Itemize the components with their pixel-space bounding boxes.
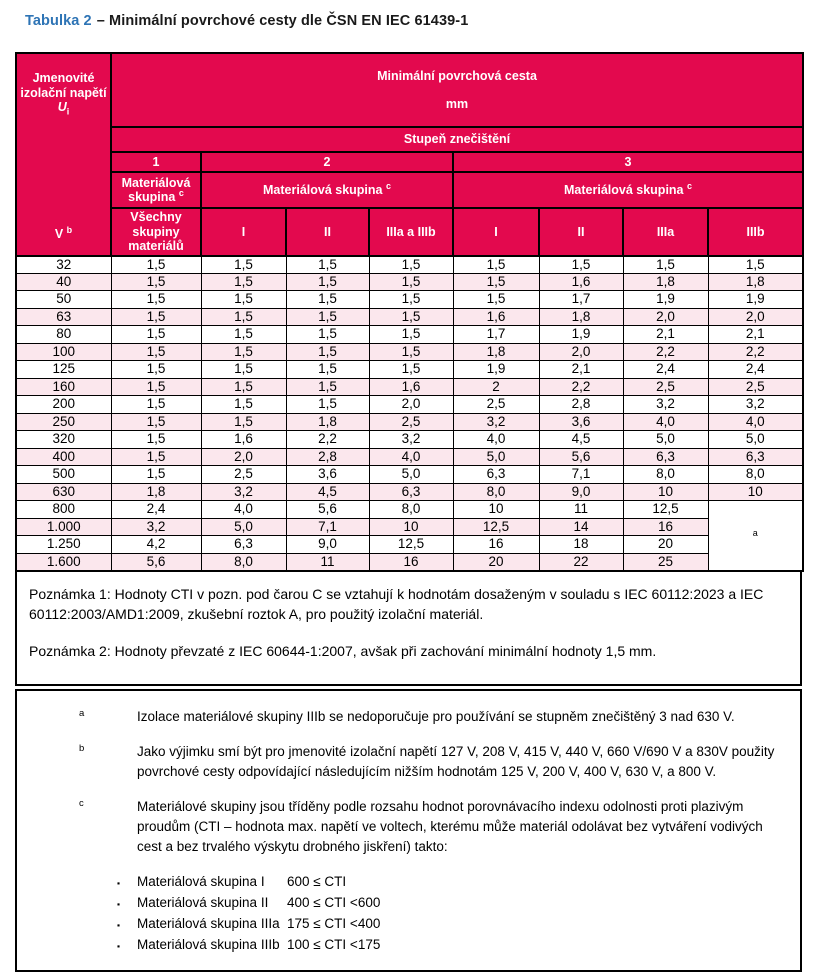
creepage-value-cell: 2,1 [708, 326, 803, 344]
creepage-value-cell: 22 [539, 553, 623, 571]
voltage-cell: 80 [16, 326, 111, 344]
creepage-value-cell: 7,1 [286, 518, 369, 536]
creepage-value-cell: 1,5 [111, 361, 201, 379]
header-main-unit: mm [445, 96, 469, 111]
creepage-value-cell: 4,0 [708, 413, 803, 431]
creepage-value-cell: 1,5 [369, 256, 453, 274]
creepage-value-cell: 1,5 [369, 291, 453, 309]
creepage-value-cell: 1,8 [111, 483, 201, 501]
material-group-label: Materiálová skupina IIIb [137, 936, 280, 952]
creepage-value-cell: 4,0 [201, 501, 286, 519]
creepage-value-cell: 1,5 [286, 308, 369, 326]
creepage-value-cell: 10 [453, 501, 539, 519]
creepage-value-cell: 8,0 [623, 466, 708, 484]
voltage-cell: 1.250 [16, 536, 111, 554]
creepage-value-cell: 3,2 [453, 413, 539, 431]
creepage-value-cell: 1,5 [201, 273, 286, 291]
header-main-title: Minimální povrchová cesta [377, 69, 537, 83]
creepage-value-cell: 20 [453, 553, 539, 571]
creepage-value-cell: 8,0 [201, 553, 286, 571]
voltage-unit: V $^b$ [54, 224, 73, 241]
creepage-value-cell: 1,5 [286, 256, 369, 274]
creepage-value-cell: 2,4 [623, 361, 708, 379]
footnote-b [17, 742, 782, 782]
table-row [16, 361, 803, 379]
footnote-b-marker: b [79, 742, 85, 754]
creepage-value-cell: 1,5 [201, 308, 286, 326]
table-row [16, 256, 803, 274]
creepage-value-cell: 5,6 [286, 501, 369, 519]
creepage-value-cell: 1,6 [453, 308, 539, 326]
creepage-value-cell: 11 [286, 553, 369, 571]
footnote-a [17, 707, 782, 727]
creepage-value-cell: 8,0 [369, 501, 453, 519]
creepage-value-cell: 1,5 [453, 273, 539, 291]
material-group-list [17, 872, 782, 956]
creepage-value-cell: 5,0 [623, 431, 708, 449]
creepage-value-cell: 25 [623, 553, 708, 571]
material-group-item-II [17, 893, 782, 914]
material-group-cti-range: 175 ≤ CTI <400 [287, 915, 381, 931]
footnotes-box [15, 689, 802, 972]
voltage-cell: 32 [16, 256, 111, 274]
creepage-value-cell: 1,5 [111, 431, 201, 449]
voltage-cell: 320 [16, 431, 111, 449]
creepage-value-cell: 2,4 [111, 501, 201, 519]
creepage-value-cell: 2,0 [623, 308, 708, 326]
creepage-value-cell: 2,8 [286, 448, 369, 466]
bullet-icon: ▪ [117, 877, 121, 888]
voltage-cell: 1.000 [16, 518, 111, 536]
voltage-cell: 500 [16, 466, 111, 484]
creepage-value-cell: 14 [539, 518, 623, 536]
creepage-value-cell: 6,3 [453, 466, 539, 484]
material-group-cti-range: 100 ≤ CTI <175 [287, 936, 381, 952]
bullet-icon: ▪ [117, 919, 121, 930]
creepage-value-cell: 1,5 [111, 396, 201, 414]
creepage-value-cell: 1,8 [453, 343, 539, 361]
creepage-value-cell: 1,5 [286, 378, 369, 396]
creepage-value-cell: 1,5 [201, 378, 286, 396]
table-row [16, 483, 803, 501]
creepage-value-cell: 2,5 [623, 378, 708, 396]
voltage-symbol: $U_i$ [57, 100, 70, 117]
bullet-icon: ▪ [117, 940, 121, 951]
creepage-value-cell: 1,5 [111, 343, 201, 361]
table-header [16, 53, 803, 256]
table-row [16, 326, 803, 344]
creepage-value-cell: 2,5 [708, 378, 803, 396]
creepage-value-cell: 1,5 [111, 308, 201, 326]
table-row [16, 448, 803, 466]
creepage-value-cell: 1,5 [453, 256, 539, 274]
creepage-value-cell: 1,5 [111, 448, 201, 466]
table-body [16, 256, 803, 571]
note-2: Poznámka 2: Hodnoty převzaté z IEC 60644-1:2007, avšak při zachování minimální hodnoty 1,5 mm. [29, 642, 657, 659]
table-row [16, 518, 803, 536]
creepage-value-cell: 9,0 [286, 536, 369, 554]
creepage-value-cell: 1,5 [286, 291, 369, 309]
creepage-value-cell: 8,0 [453, 483, 539, 501]
creepage-value-cell: 2,2 [708, 343, 803, 361]
creepage-distance-table [15, 52, 804, 572]
table-row [16, 536, 803, 554]
voltage-cell: 160 [16, 378, 111, 396]
creepage-value-cell: 1,5 [286, 396, 369, 414]
creepage-value-cell: 2,0 [539, 343, 623, 361]
creepage-value-cell: 18 [539, 536, 623, 554]
header-degree-1: 1 [111, 152, 201, 172]
creepage-value-cell: 4,2 [111, 536, 201, 554]
header-subcol-IIIa-3: IIIa [623, 208, 708, 256]
header-subcol-II-3: II [539, 208, 623, 256]
footnote-c-text: Materiálové skupiny jsou tříděny podle rozsahu hodnot porovnávacího indexu odolnosti proti plazivým proudům (CTI – hodnota max. napětí ve voltech, kterému může materiál odolávat bez vytváření vodivých cest a bez trvalého výskytu drobného jiskření) takto: [137, 798, 763, 854]
creepage-value-cell: 5,0 [201, 518, 286, 536]
creepage-value-cell: 3,2 [201, 483, 286, 501]
creepage-value-cell: 8,0 [708, 466, 803, 484]
creepage-value-cell: 2,0 [708, 308, 803, 326]
creepage-value-cell: 2,2 [286, 431, 369, 449]
table-row [16, 308, 803, 326]
creepage-value-cell: 3,6 [286, 466, 369, 484]
voltage-cell: 200 [16, 396, 111, 414]
voltage-cell: 1.600 [16, 553, 111, 571]
voltage-cell: 50 [16, 291, 111, 309]
table-row [16, 273, 803, 291]
header-degree-3: 3 [453, 152, 803, 172]
creepage-value-cell: 1,5 [201, 396, 286, 414]
voltage-cell: 250 [16, 413, 111, 431]
creepage-value-cell: 1,8 [539, 308, 623, 326]
creepage-value-cell: 16 [369, 553, 453, 571]
header-degree-2: 2 [201, 152, 453, 172]
material-group-cti-range: 600 ≤ CTI [287, 873, 347, 889]
creepage-value-cell: 1,5 [369, 273, 453, 291]
creepage-value-cell: 12,5 [369, 536, 453, 554]
creepage-value-cell: 3,2 [623, 396, 708, 414]
creepage-value-cell: 6,3 [201, 536, 286, 554]
creepage-value-cell: 1,5 [708, 256, 803, 274]
creepage-value-cell: 10 [369, 518, 453, 536]
creepage-value-cell: 2 [453, 378, 539, 396]
creepage-value-cell: 4,0 [623, 413, 708, 431]
material-group-label: Materiálová skupina IIIa [137, 915, 280, 931]
footnote-a-text: Izolace materiálové skupiny IIIb se nedoporučuje pro používání se stupněm znečištěný 3 nad 630 V. [137, 708, 735, 724]
creepage-value-cell: 1,5 [111, 378, 201, 396]
table-title-number: Tabulka 2 [25, 13, 92, 29]
footnote-b-text: Jako výjimku smí být pro jmenovité izolační napětí 127 V, 208 V, 415 V, 440 V, 660 V/690 V a 830V použity povrchové cesty odpovídající následujícím nižším hodnotám 125 V, 200 V, 400 V, 630 V, a 800 V. [137, 743, 775, 779]
merged-footnote-a-cell: a [708, 501, 803, 571]
creepage-value-cell: 4,0 [453, 431, 539, 449]
header-pollution-degree: Stupeň znečištění [111, 127, 803, 152]
creepage-value-cell: 1,5 [201, 413, 286, 431]
creepage-value-cell: 2,2 [623, 343, 708, 361]
creepage-value-cell: 1,5 [286, 273, 369, 291]
creepage-value-cell: 2,1 [539, 361, 623, 379]
header-all-groups: Všechny skupiny materiálů [111, 208, 201, 256]
creepage-value-cell: 1,9 [708, 291, 803, 309]
creepage-value-cell: 20 [623, 536, 708, 554]
creepage-value-cell: 10 [708, 483, 803, 501]
footnote-a-marker: a [79, 707, 85, 719]
creepage-value-cell: 1,5 [286, 326, 369, 344]
creepage-value-cell: 1,5 [286, 361, 369, 379]
header-subcol-II-2: II [286, 208, 369, 256]
header-subcol-I-3: I [453, 208, 539, 256]
table-row [16, 396, 803, 414]
creepage-value-cell: 6,3 [369, 483, 453, 501]
creepage-value-cell: 16 [623, 518, 708, 536]
header-material-group-3: Materiálová skupina $^c$ [453, 172, 803, 208]
creepage-value-cell: 5,6 [539, 448, 623, 466]
creepage-value-cell: 9,0 [539, 483, 623, 501]
creepage-value-cell: 4,5 [539, 431, 623, 449]
bullet-icon: ▪ [117, 898, 121, 909]
corner-title: Jmenovité izolační napětí [20, 71, 107, 100]
creepage-value-cell: 7,1 [539, 466, 623, 484]
table-row [16, 553, 803, 571]
creepage-value-cell: 2,1 [623, 326, 708, 344]
table-row [16, 291, 803, 309]
creepage-value-cell: 11 [539, 501, 623, 519]
footnote-c [17, 797, 782, 857]
creepage-value-cell: 1,5 [111, 466, 201, 484]
header-material-group-2: Materiálová skupina $^c$ [201, 172, 453, 208]
creepage-value-cell: 5,0 [708, 431, 803, 449]
voltage-cell: 400 [16, 448, 111, 466]
creepage-value-cell: 1,8 [623, 273, 708, 291]
creepage-value-cell: 2,0 [201, 448, 286, 466]
creepage-value-cell: 1,5 [111, 413, 201, 431]
material-group-label: Materiálová skupina II [137, 894, 269, 910]
voltage-cell: 63 [16, 308, 111, 326]
creepage-value-cell: 1,5 [111, 291, 201, 309]
creepage-value-cell: 6,3 [623, 448, 708, 466]
table-row [16, 413, 803, 431]
header-main [111, 53, 803, 127]
note-1: Poznámka 1: Hodnoty CTI v pozn. pod čarou C se vztahují k hodnotám dosaženým v souladu s IEC 60112:2023 a IEC 60112:2003/AMD1:2009, zkušební roztok A, pro použitý izolační materiál. [29, 585, 764, 622]
creepage-value-cell: 6,3 [708, 448, 803, 466]
voltage-cell: 800 [16, 501, 111, 519]
creepage-value-cell: 1,5 [111, 326, 201, 344]
creepage-value-cell: 1,5 [111, 256, 201, 274]
creepage-value-cell: 1,5 [453, 291, 539, 309]
creepage-value-cell: 1,6 [201, 431, 286, 449]
creepage-value-cell: 4,5 [286, 483, 369, 501]
creepage-value-cell: 1,5 [286, 343, 369, 361]
creepage-value-cell: 1,8 [708, 273, 803, 291]
creepage-value-cell: 1,9 [623, 291, 708, 309]
header-material-group-1: Materiálová skupina $^c$ [111, 172, 201, 208]
material-group-item-IIIb [17, 935, 782, 956]
creepage-value-cell: 3,2 [708, 396, 803, 414]
creepage-value-cell: 1,5 [369, 361, 453, 379]
creepage-value-cell: 5,0 [369, 466, 453, 484]
creepage-value-cell: 1,6 [539, 273, 623, 291]
header-subcol-I-2: I [201, 208, 286, 256]
table-row [16, 343, 803, 361]
creepage-value-cell: 3,2 [369, 431, 453, 449]
voltage-cell: 630 [16, 483, 111, 501]
creepage-value-cell: 2,5 [201, 466, 286, 484]
material-group-item-IIIa [17, 914, 782, 935]
creepage-value-cell: 2,5 [369, 413, 453, 431]
table-title [25, 13, 802, 29]
creepage-value-cell: 1,5 [539, 256, 623, 274]
creepage-value-cell: 1,8 [286, 413, 369, 431]
creepage-value-cell: 1,9 [539, 326, 623, 344]
creepage-value-cell: 2,4 [708, 361, 803, 379]
creepage-value-cell: 3,2 [111, 518, 201, 536]
creepage-value-cell: 1,5 [201, 256, 286, 274]
table-row [16, 378, 803, 396]
creepage-value-cell: 1,5 [369, 343, 453, 361]
table-row [16, 501, 803, 519]
creepage-value-cell: 12,5 [453, 518, 539, 536]
creepage-value-cell: 1,5 [201, 343, 286, 361]
material-group-label: Materiálová skupina I [137, 873, 265, 889]
creepage-value-cell: 16 [453, 536, 539, 554]
notes-box [15, 570, 802, 686]
creepage-value-cell: 1,5 [201, 361, 286, 379]
creepage-value-cell: 4,0 [369, 448, 453, 466]
creepage-value-cell: 1,7 [453, 326, 539, 344]
table-title-text: – Minimální povrchové cesty dle ČSN EN IEC 61439-1 [96, 13, 469, 29]
material-group-cti-range: 400 ≤ CTI <600 [287, 894, 381, 910]
creepage-value-cell: 1,9 [453, 361, 539, 379]
creepage-value-cell: 2,8 [539, 396, 623, 414]
creepage-value-cell: 5,6 [111, 553, 201, 571]
corner-header-cell [16, 53, 111, 256]
creepage-value-cell: 1,5 [369, 326, 453, 344]
material-group-item-I [17, 872, 782, 893]
creepage-value-cell: 2,2 [539, 378, 623, 396]
creepage-value-cell: 1,5 [623, 256, 708, 274]
creepage-value-cell: 2,5 [453, 396, 539, 414]
creepage-value-cell: 12,5 [623, 501, 708, 519]
creepage-value-cell: 1,5 [201, 291, 286, 309]
creepage-value-cell: 1,7 [539, 291, 623, 309]
creepage-value-cell: 1,5 [111, 273, 201, 291]
header-subcol-IIIab-2: IIIa a IIIb [369, 208, 453, 256]
creepage-value-cell: 2,0 [369, 396, 453, 414]
voltage-cell: 40 [16, 273, 111, 291]
creepage-value-cell: 1,5 [201, 326, 286, 344]
header-subcol-IIIb-3: IIIb [708, 208, 803, 256]
creepage-value-cell: 5,0 [453, 448, 539, 466]
footnote-c-marker: c [79, 797, 84, 809]
voltage-cell: 125 [16, 361, 111, 379]
table-row [16, 466, 803, 484]
voltage-cell: 100 [16, 343, 111, 361]
table-row [16, 431, 803, 449]
creepage-value-cell: 10 [623, 483, 708, 501]
creepage-value-cell: 1,5 [369, 308, 453, 326]
creepage-value-cell: 3,6 [539, 413, 623, 431]
creepage-value-cell: 1,6 [369, 378, 453, 396]
